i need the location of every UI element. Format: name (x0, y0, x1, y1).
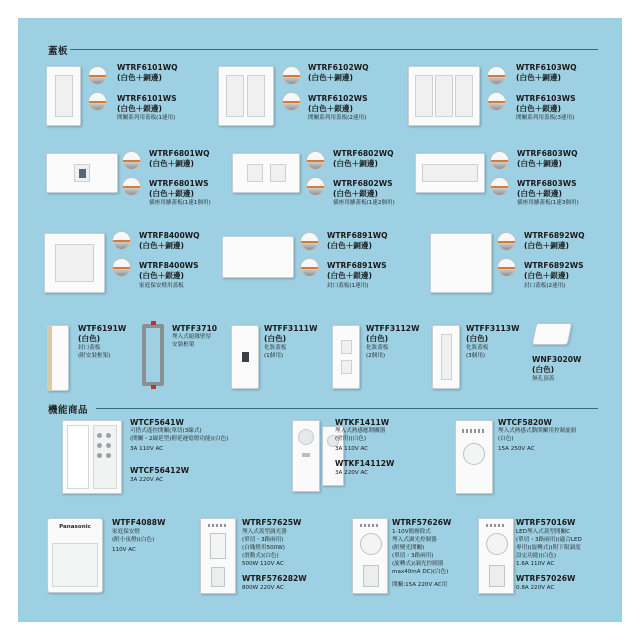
product-color: (白色＋銅邊) (117, 73, 162, 82)
product-desc: 3A 110V AC (335, 446, 369, 452)
led-dimmer-image (478, 518, 514, 594)
product-color: (白色＋銀邊) (308, 104, 353, 113)
product-code: WTRF6803WQ (517, 149, 578, 158)
product-desc: (單切・3路兩用) (392, 553, 434, 559)
product-code: WTFF4088W (112, 518, 166, 527)
product-color: (白色) (264, 334, 287, 343)
product-desc: 化妝蓋板 (466, 345, 489, 351)
product-code: WTKF1411W (335, 418, 390, 427)
plate-image (232, 153, 300, 193)
product-desc: 800W 220V AC (242, 585, 284, 591)
product-desc: 封口蓋板(2連用) (524, 283, 566, 289)
product-desc: 安裝框架 (172, 342, 195, 348)
product-code: WTRF6801WQ (149, 149, 210, 158)
product-color: (白色＋銅邊) (516, 73, 561, 82)
cover-plate-image (432, 325, 460, 389)
plate-image (46, 153, 118, 193)
color-swatch-icon (306, 151, 325, 170)
product-desc: (白熾燈用500W) (242, 545, 285, 551)
product-desc: 開關系列用蓋板(1連用) (117, 115, 176, 121)
product-color: (白色＋銀邊) (517, 189, 562, 198)
product-color: (白色＋銀邊) (524, 271, 569, 280)
plate-image (415, 153, 485, 193)
product-color: (白色) (466, 334, 489, 343)
motion-sensor-image (292, 420, 320, 492)
product-desc: 0.8A 220V AC (516, 585, 555, 591)
product-code: WTRF6103WQ (516, 63, 577, 72)
product-desc: 3A 110V AC (130, 446, 164, 452)
product-desc: 封口蓋板 (78, 345, 101, 351)
product-code: WTKF14112W (335, 459, 395, 468)
plate-image (222, 236, 294, 278)
blank-plate-image (47, 325, 69, 391)
product-code: WTRF6802WQ (333, 149, 394, 158)
product-desc: 插座用擴蓋板(1連3個用) (517, 200, 579, 206)
product-desc: 專用)(旋轉式)(附下限調度 (516, 545, 581, 551)
product-code: WTRF57016W (516, 518, 576, 527)
rotary-dimmer-image (352, 518, 388, 594)
product-desc: (滑動式)(白色) (242, 553, 279, 559)
product-color: (白色＋銅邊) (524, 241, 569, 250)
blank-cap-image (532, 323, 573, 345)
product-code: WTRF6102WQ (308, 63, 369, 72)
product-code: WTCF5820W (498, 418, 552, 427)
product-desc: 埋入式絕緣壁厚 (172, 334, 212, 340)
plate-image (408, 66, 480, 126)
product-code: WTRF8400WQ (139, 231, 200, 240)
product-desc: 1.6A 110V AC (516, 561, 555, 567)
plate-image (44, 233, 105, 293)
product-desc: 埋入式調光控制器 (392, 537, 437, 543)
product-desc: (附變光開關) (392, 545, 425, 551)
product-code: WTRF6103WS (516, 94, 576, 103)
product-code: WTRF57626W (392, 518, 452, 527)
product-desc: 化妝蓋板 (366, 345, 389, 351)
color-swatch-icon (282, 66, 301, 85)
product-code: WTCF5641W (130, 418, 184, 427)
product-color: (白色＋銅邊) (149, 159, 194, 168)
product-desc: 可搭式遙控開關(單切(3線式) (130, 428, 202, 434)
product-desc: 1-10V簡辦除式 (392, 529, 431, 535)
remote-switch-image (62, 420, 122, 494)
plate-image (218, 66, 274, 126)
product-desc: max40mA DC)(白色) (392, 569, 449, 575)
product-desc: 500W 110V AC (242, 561, 284, 567)
plate-image (430, 233, 492, 293)
plate-image (46, 66, 81, 126)
product-color: (白色＋銀邊) (139, 271, 184, 280)
product-desc: (單切・3路兩用)(適合LED (516, 537, 582, 543)
product-desc: (2個用) (366, 353, 386, 359)
brand-logo: Panasonic (59, 524, 91, 530)
product-code: WTFF3113W (466, 324, 520, 333)
product-code: WTRF6801WS (149, 179, 209, 188)
rotary-control-image (455, 420, 493, 494)
slide-dimmer-image (200, 518, 236, 594)
product-desc: 無孔頂蓋 (532, 376, 555, 382)
product-code: WTF6191W (78, 324, 127, 333)
section-title-plates: 蓋板 (48, 46, 69, 57)
product-desc: 家庭保安燈 (112, 529, 140, 535)
product-desc: 化妝蓋板 (264, 345, 287, 351)
color-swatch-icon (300, 258, 319, 277)
product-desc: 插座用擴蓋板(1連2個用) (333, 200, 395, 206)
product-code: WTCF56412W (130, 466, 190, 475)
product-code: WTRF6891WQ (327, 231, 388, 240)
color-swatch-icon (306, 177, 325, 196)
color-swatch-icon (490, 151, 509, 170)
product-code: WTFF3710 (172, 324, 218, 333)
product-code: WTFF3112W (366, 324, 420, 333)
product-desc: (3個用) (466, 353, 486, 359)
product-color: (白色) (532, 365, 555, 374)
product-color: (白色＋銀邊) (333, 189, 378, 198)
product-desc: 設定功能)(白色) (516, 553, 557, 559)
product-desc: 埋入式蓋型調光器 (242, 529, 287, 535)
product-code: WTRF8400WS (139, 261, 199, 270)
color-swatch-icon (88, 66, 107, 85)
product-desc: 埋入式熱感應開關器 (335, 428, 386, 434)
product-desc: 110V AC (112, 547, 136, 553)
product-desc: 3A 220V AC (130, 477, 164, 483)
product-desc: (壁用)(白色) (335, 436, 367, 442)
product-color: (白色＋銅邊) (517, 159, 562, 168)
color-swatch-icon (497, 232, 516, 251)
color-swatch-icon (282, 92, 301, 111)
product-desc: 15A 250V AC (498, 446, 535, 452)
product-code: WTFF3111W (264, 324, 318, 333)
product-color: (白色＋銅邊) (327, 241, 372, 250)
product-desc: (白色) (498, 436, 514, 442)
cover-plate-image (332, 325, 360, 389)
product-color: (白色＋銀邊) (516, 104, 561, 113)
product-desc: LED埋入式蓋型開關C (516, 529, 571, 535)
color-swatch-icon (497, 258, 516, 277)
product-desc: (旋轉式)(調光控制器 (392, 561, 444, 567)
product-color: (白色＋銀邊) (117, 104, 162, 113)
color-swatch-icon (88, 92, 107, 111)
section-title-functional: 機能商品 (48, 405, 89, 416)
color-swatch-icon (487, 66, 506, 85)
product-color: (白色) (366, 334, 389, 343)
section-rule (70, 49, 598, 50)
product-desc: 封口蓋板(1連用) (327, 283, 369, 289)
product-color: (白色＋銀邊) (149, 189, 194, 198)
product-code: WTRF6102WS (308, 94, 368, 103)
product-desc: 3A 220V AC (335, 470, 369, 476)
security-light-image (47, 518, 103, 593)
section-rule (96, 408, 598, 409)
product-code: WTRF6101WQ (117, 63, 178, 72)
color-swatch-icon (122, 151, 141, 170)
product-code: WTRF576282W (242, 574, 307, 583)
product-color: (白色＋銅邊) (333, 159, 378, 168)
product-code: WTRF6892WQ (524, 231, 585, 240)
product-desc: 家庭保安燈用蓋板 (139, 283, 184, 289)
product-desc: 埋入式熱感式動開關用控制旋鈕 (498, 428, 577, 434)
color-swatch-icon (112, 258, 131, 277)
product-code: WTRF6803WS (517, 179, 577, 188)
color-swatch-icon (122, 177, 141, 196)
product-desc: (1個用) (264, 353, 284, 359)
product-desc: (附小夜燈)(白色) (112, 537, 155, 543)
product-code: WTRF6891WS (327, 261, 387, 270)
product-desc: (開關・2線延型)附延遲熄燈功能)(白色) (130, 436, 229, 442)
product-color: (白色＋銅邊) (139, 241, 184, 250)
cover-plate-image (231, 325, 259, 389)
product-code: WTRF57625W (242, 518, 302, 527)
product-code: WTRF6101WS (117, 94, 177, 103)
product-desc: 開關系列用蓋板(2連用) (308, 115, 367, 121)
product-desc: 開關系列用蓋板(3連用) (516, 115, 575, 121)
product-code: WTRF57026W (516, 574, 576, 583)
mounting-frame-image (142, 324, 164, 386)
product-color: (白色＋銀邊) (327, 271, 372, 280)
product-color: (白色) (78, 334, 101, 343)
color-swatch-icon (490, 177, 509, 196)
product-desc: (附安裝框架) (78, 353, 111, 359)
color-swatch-icon (112, 231, 131, 250)
product-code: WTRF6892WS (524, 261, 584, 270)
product-color: (白色＋銅邊) (308, 73, 353, 82)
color-swatch-icon (487, 92, 506, 111)
product-desc: 開關:15A 220V AC用 (392, 582, 448, 588)
product-desc: 插座用擴蓋板(1連1個用) (149, 200, 211, 206)
product-desc: (單切・3路兩用) (242, 537, 284, 543)
color-swatch-icon (300, 232, 319, 251)
product-code: WTRF6802WS (333, 179, 393, 188)
product-code: WNF3020W (532, 355, 582, 364)
